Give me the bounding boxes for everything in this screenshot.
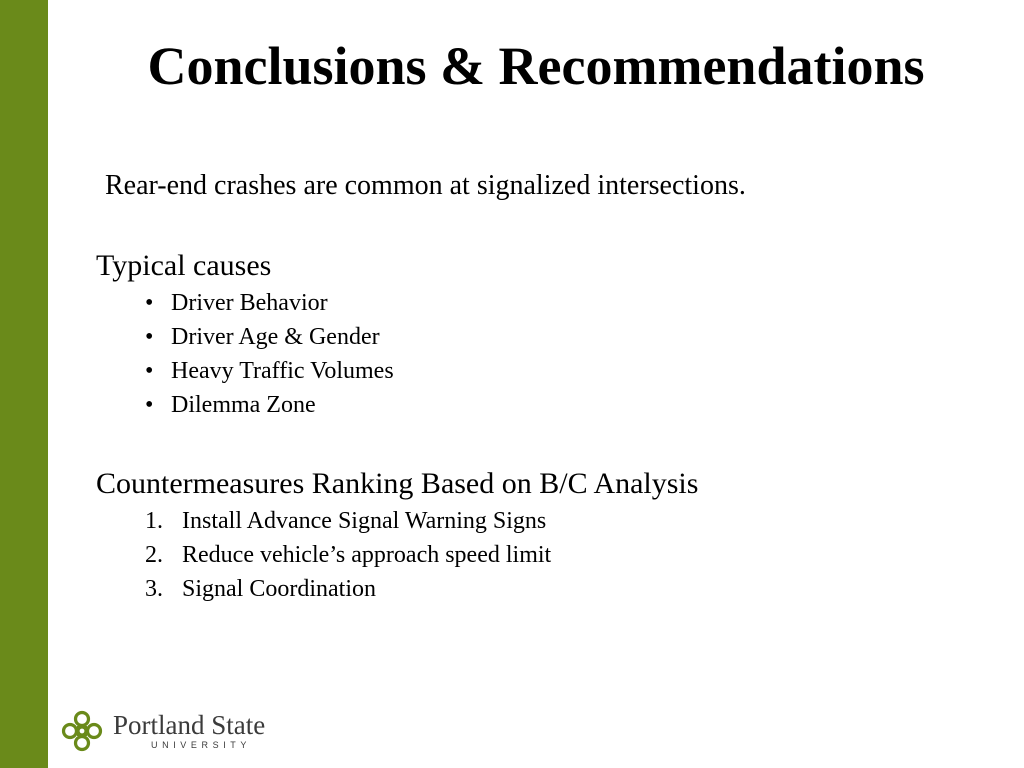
- countermeasure-label: Install Advance Signal Warning Signs: [182, 508, 547, 534]
- list-item: [145, 286, 394, 320]
- logo-wordmark: [113, 711, 265, 751]
- list-item: [145, 354, 394, 388]
- item-number: 1.: [145, 508, 163, 534]
- logo-subtitle: UNIVERSITY: [151, 740, 252, 750]
- bullet-icon: •: [145, 358, 154, 384]
- bullet-icon: •: [145, 392, 154, 418]
- bullet-icon: •: [145, 290, 154, 316]
- item-number: 3.: [145, 576, 163, 602]
- causes-list: [145, 286, 394, 422]
- cause-label: Dilemma Zone: [171, 392, 316, 418]
- item-number: 2.: [145, 542, 163, 568]
- countermeasure-label: Signal Coordination: [182, 576, 376, 602]
- cause-label: Driver Behavior: [171, 290, 328, 316]
- countermeasure-label: Reduce vehicle’s approach speed limit: [182, 542, 552, 568]
- list-item: [145, 388, 394, 422]
- slide-title: Conclusions & Recommendations: [147, 36, 925, 96]
- intro-statement: Rear-end crashes are common at signalized intersections.: [105, 170, 746, 201]
- cause-label: Heavy Traffic Volumes: [171, 358, 394, 384]
- countermeasures-list: [145, 504, 551, 606]
- list-item: [145, 320, 394, 354]
- list-item: [145, 504, 551, 538]
- list-item: [145, 538, 551, 572]
- causes-heading: Typical causes: [96, 249, 272, 282]
- psu-logo-icon: [60, 709, 104, 753]
- logo-name: Portland State: [113, 710, 266, 740]
- bullet-icon: •: [145, 324, 154, 350]
- side-accent-bar: [0, 0, 48, 768]
- university-logo: [60, 707, 265, 755]
- countermeasures-heading: Countermeasures Ranking Based on B/C Analysis: [96, 467, 699, 500]
- cause-label: Driver Age & Gender: [171, 324, 380, 350]
- list-item: [145, 572, 551, 606]
